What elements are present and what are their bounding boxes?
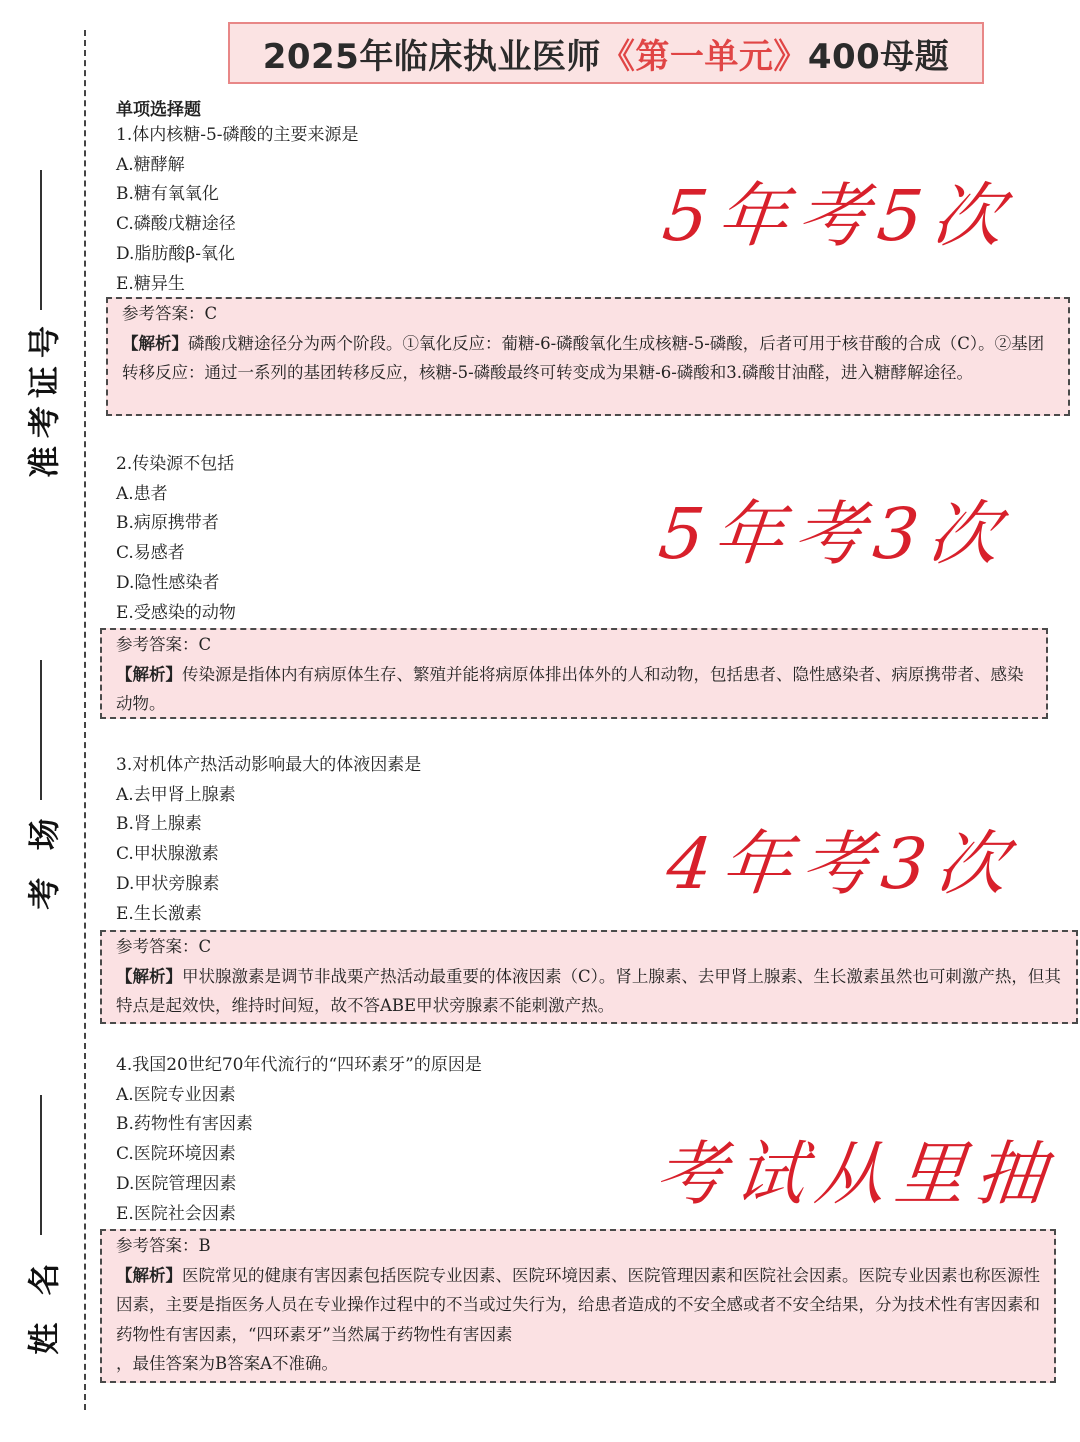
option-e: E.受感染的动物: [116, 602, 236, 623]
analysis-tail: ，最佳答案为B答案A不准确。: [116, 1354, 339, 1373]
question-1: [116, 121, 359, 299]
analysis-text: 磷酸戊糖途径分为两个阶段。①氧化反应：葡糖-6-磷酸氧化生成核糖-5-磷酸，后者可用于核苷酸的合成（C）。②基团转移反应：通过一系列的基团转移反应，核糖-5-磷酸最终可转变成为果糖-6-磷酸和3.磷酸甘油醛，进入糖酵解途径。: [122, 333, 1045, 382]
option-a: A.患者: [116, 483, 168, 504]
option-d: D.甲状旁腺素: [116, 873, 220, 894]
section-label: 单项选择题: [116, 100, 201, 120]
analysis-text: 传染源是指体内有病原体生存、繁殖并能将病原体排出体外的人和动物，包括患者、隐性感染者、病原携带者、感染动物。: [116, 664, 1024, 713]
option-c: C.医院环境因素: [116, 1144, 236, 1165]
option-a: A.去甲肾上腺素: [116, 784, 236, 805]
option-c: C.易感者: [116, 543, 185, 564]
option-d: D.脂肪酸β-氧化: [116, 243, 235, 264]
option-a: A.医院专业因素: [116, 1084, 236, 1105]
name-label: 姓 名: [25, 1255, 63, 1355]
binding-dashed-line: [84, 30, 86, 1410]
question-4: [116, 1051, 482, 1229]
analysis-text: 医院常见的健康有害因素包括医院专业因素、医院环境因素、医院管理因素和医院社会因素。医院专业因素也称医源性因素，主要是指医务人员在专业操作过程中的不当或过失行为，给患者造成的不安全感或者不安全结果，分为技术性有害因素和药物性有害因素，“四环素牙”当然属于药物性有害因素: [116, 1265, 1040, 1344]
option-e: E.糖异生: [116, 273, 185, 294]
option-b: B.药物性有害因素: [116, 1114, 253, 1135]
handwritten-note-4: 考试从里抽: [651, 1133, 1060, 1215]
analysis-text: 甲状腺激素是调节非战栗产热活动最重要的体液因素（C）。肾上腺素、去甲肾上腺素、生长激素虽然也可刺激产热，但其特点是起效快，维持时间短，故不答ABE甲状旁腺素不能刺激产热。: [116, 966, 1061, 1015]
name-underline: [40, 1095, 42, 1235]
answer-box-4: [100, 1229, 1056, 1383]
handwritten-note-1: 5年考5次: [659, 175, 1017, 257]
answer-reference: 参考答案：C: [116, 937, 212, 956]
handwritten-note-2: 5年考3次: [655, 493, 1013, 575]
analysis-tag: 【解析】: [122, 333, 188, 353]
question-stem: 3.对机体产热活动影响最大的体液因素是: [116, 755, 422, 775]
option-c: C.甲状腺激素: [116, 844, 219, 865]
exam-id-underline: [40, 170, 42, 310]
answer-reference: 参考答案：C: [116, 635, 212, 654]
question-2: [116, 450, 236, 628]
answer-reference: 参考答案：C: [122, 304, 218, 323]
handwritten-note-3: 4年考3次: [663, 823, 1021, 905]
exam-room-label: 考 场: [25, 810, 63, 910]
question-stem: 1.体内核糖-5-磷酸的主要来源是: [116, 125, 359, 145]
title-suffix: 400母题: [807, 36, 950, 77]
option-d: D.医院管理因素: [116, 1173, 237, 1194]
exam-room-underline: [40, 660, 42, 800]
analysis-tag: 【解析】: [116, 664, 182, 684]
question-stem: 4.我国20世纪70年代流行的“四环素牙”的原因是: [116, 1055, 482, 1075]
title-emphasis: 《第一单元》: [600, 36, 808, 77]
page-title: [228, 22, 984, 84]
option-b: B.病原携带者: [116, 513, 219, 534]
title-prefix: 2025年临床执业医师: [262, 36, 601, 77]
option-c: C.磷酸戊糖途径: [116, 214, 236, 235]
answer-box-1: [106, 297, 1070, 416]
option-a: A.糖酵解: [116, 154, 185, 175]
option-e: E.生长激素: [116, 903, 202, 924]
option-d: D.隐性感染者: [116, 572, 220, 593]
option-b: B.糖有氧氧化: [116, 184, 219, 205]
question-stem: 2.传染源不包括: [116, 454, 235, 474]
option-b: B.肾上腺素: [116, 814, 202, 835]
option-e: E.医院社会因素: [116, 1203, 236, 1224]
exam-id-label: 准考证号: [25, 317, 63, 479]
question-3: [116, 751, 421, 929]
analysis-tag: 【解析】: [116, 966, 182, 986]
answer-reference: 参考答案：B: [116, 1236, 211, 1255]
analysis-tag: 【解析】: [116, 1265, 182, 1285]
answer-box-2: [100, 628, 1048, 719]
answer-box-3: [100, 930, 1078, 1024]
